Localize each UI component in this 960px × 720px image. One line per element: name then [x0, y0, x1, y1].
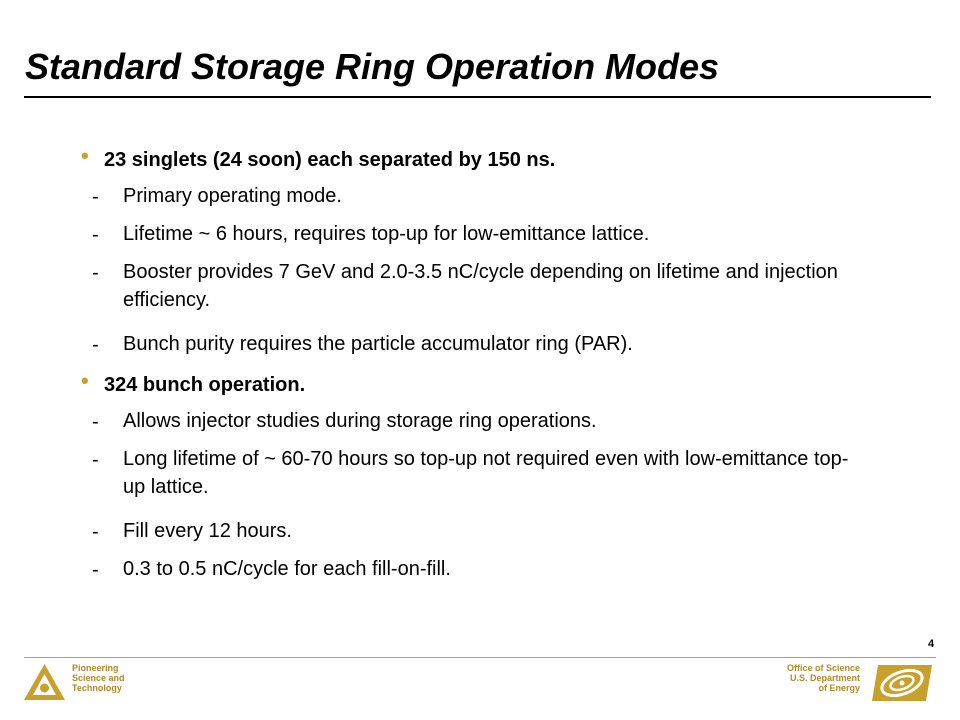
sub-item-2-4: 0.3 to 0.5 nC/cycle for each fill-on-fill.	[123, 558, 451, 580]
sub-marker: -	[92, 262, 99, 284]
bullet-marker-icon: •	[81, 143, 89, 168]
sub-item-1-4: Bunch purity requires the particle accumulator ring (PAR).	[123, 333, 633, 355]
sub-marker: -	[92, 411, 99, 433]
page-number: 4	[928, 638, 935, 650]
footer-left-line: Pioneering	[72, 663, 119, 673]
footer-right-line: Office of Science	[786, 663, 860, 673]
footer-right-line: U.S. Department	[789, 673, 860, 683]
sub-marker: -	[92, 224, 99, 246]
title-underline	[24, 96, 931, 98]
doe-logo-icon	[870, 663, 934, 703]
footer-right-line: of Energy	[818, 683, 860, 693]
footer-right-text	[787, 663, 860, 693]
sub-item-1-3: Booster provides 7 GeV and 2.0-3.5 nC/cycle depending on lifetime and injection efficiency.	[123, 261, 838, 311]
bullet-1: 23 singlets (24 soon) each separated by 150 ns.	[104, 149, 556, 171]
sub-item-1-1: Primary operating mode.	[123, 185, 342, 207]
sub-marker: -	[92, 186, 99, 208]
bullet-marker-icon: •	[81, 368, 89, 393]
argonne-logo-icon	[22, 662, 67, 702]
sub-item-2-1: Allows injector studies during storage ring operations.	[123, 410, 597, 432]
sub-marker: -	[92, 559, 99, 581]
sub-marker: -	[92, 334, 99, 356]
footer-left-text	[72, 663, 125, 693]
slide-title: Standard Storage Ring Operation Modes	[25, 46, 720, 87]
sub-item-2-2: Long lifetime of ~ 60-70 hours so top-up not required even with low-emittance top-up lattice.	[123, 448, 849, 498]
sub-marker: -	[92, 521, 99, 543]
footer-left-line: Technology	[72, 683, 122, 693]
sub-marker: -	[92, 449, 99, 471]
footer-left-line: Science and	[72, 673, 125, 683]
sub-item-2-3: Fill every 12 hours.	[123, 520, 292, 542]
footer-divider	[24, 657, 936, 658]
sub-item-1-2: Lifetime ~ 6 hours, requires top-up for low-emittance lattice.	[123, 223, 650, 245]
bullet-2: 324 bunch operation.	[104, 374, 306, 396]
